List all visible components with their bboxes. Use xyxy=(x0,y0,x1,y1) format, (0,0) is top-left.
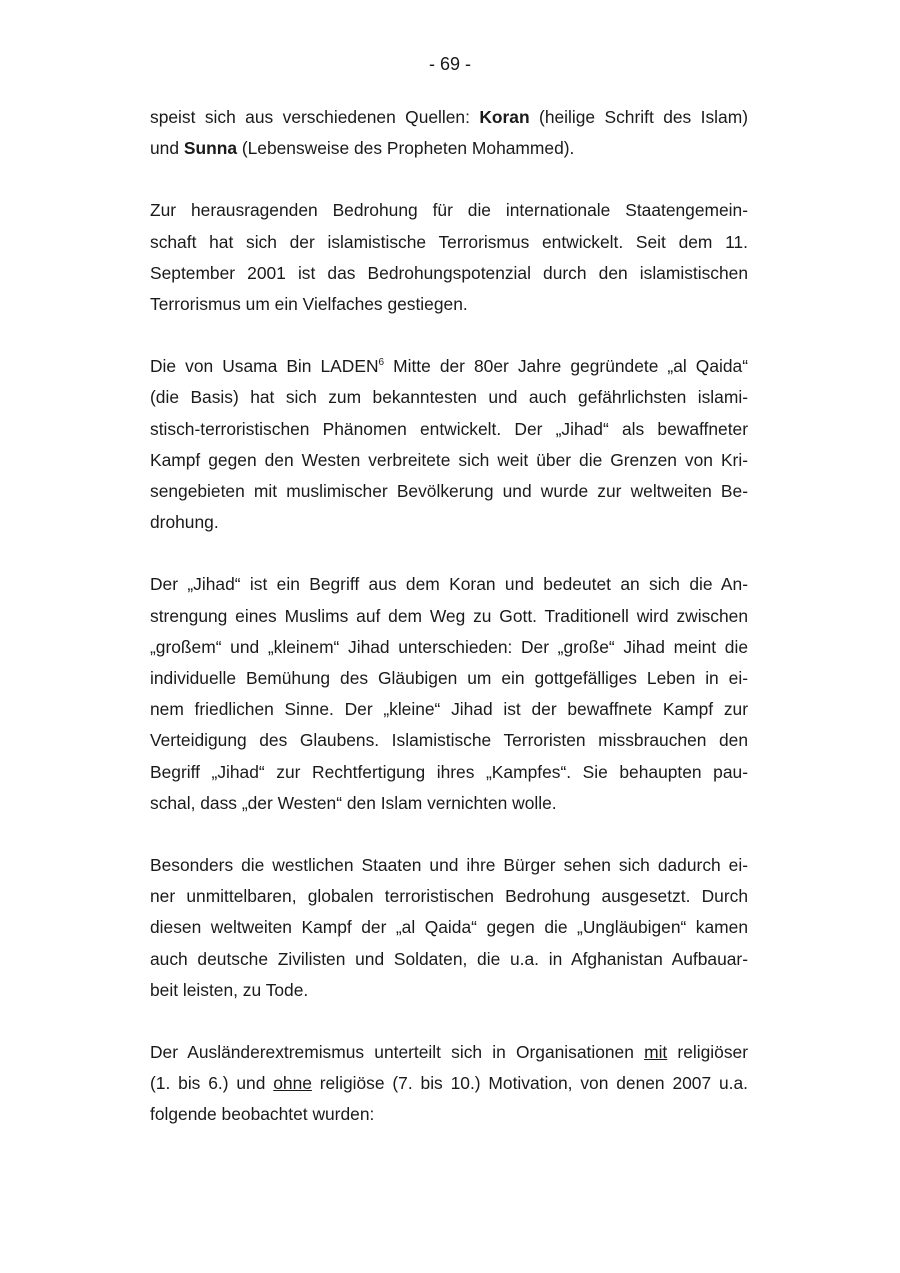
paragraph-terrorism-threat xyxy=(150,195,748,320)
text-line: „großem“ und „kleinem“ Jihad unterschieden: Der „große“ Jihad meint die xyxy=(150,636,748,657)
footnote-reference[interactable]: 6 xyxy=(378,357,385,369)
text-line: speist sich aus verschiedenen Quellen: Koran (heilige Schrift des Islam) xyxy=(150,107,748,127)
text-line: drohung. xyxy=(150,512,219,533)
text-line: diesen weltweiten Kampf der „al Qaida“ gegen die „Ungläubigen“ kamen xyxy=(150,917,748,938)
bold-term-sunna: Sunna xyxy=(183,138,237,159)
underlined-term-mit: mit xyxy=(644,1042,668,1063)
text-line: Der „Jihad“ ist ein Begriff aus dem Koran und bedeutet an sich die An- xyxy=(150,574,748,595)
paragraph-western-threat xyxy=(150,850,748,1006)
text-line: stisch-terroristischen Phänomen entwickelt. Der „Jihad“ als bewaffneter xyxy=(150,418,748,439)
text-line: ner unmittelbaren, globalen terroristischen Bedrohung ausgesetzt. Durch xyxy=(150,886,748,907)
text-line: Zur herausragenden Bedrohung für die internationale Staatengemein- xyxy=(150,200,748,221)
text-line: Verteidigung des Glaubens. Islamistische Terroristen missbrauchen den xyxy=(150,730,748,751)
text-line: schaft hat sich der islamistische Terrorismus entwickelt. Seit dem 11. xyxy=(150,231,748,252)
paragraph-extremism-categories xyxy=(150,1037,748,1131)
text-line: (die Basis) hat sich zum bekanntesten und auch gefährlichsten islami- xyxy=(150,387,748,408)
text-line: September 2001 ist das Bedrohungspotenzial durch den islamistischen xyxy=(150,262,748,283)
text-line: (1. bis 6.) und ohne religiöse (7. bis 10.) Motivation, von denen 2007 u.a. xyxy=(150,1073,748,1094)
bold-term-koran: Koran xyxy=(479,107,530,127)
text-line: Kampf gegen den Westen verbreitete sich weit über die Grenzen von Kri- xyxy=(150,449,748,470)
document-body xyxy=(150,102,748,1162)
text-line: und Sunna (Lebensweise des Propheten Mohammed). xyxy=(150,138,575,159)
text-line: auch deutsche Zivilisten und Soldaten, die u.a. in Afghanistan Aufbauar- xyxy=(150,948,748,969)
underlined-term-ohne: ohne xyxy=(273,1073,312,1094)
text-line: Begriff „Jihad“ zur Rechtfertigung ihres „Kampfes“. Sie behaupten pau- xyxy=(150,761,748,782)
text-line: folgende beobachtet wurden: xyxy=(150,1104,375,1125)
page-number: - 69 - xyxy=(428,54,471,74)
text-line: Terrorismus um ein Vielfaches gestiegen. xyxy=(150,294,468,315)
text-line: nem friedlichen Sinne. Der „kleine“ Jihad ist der bewaffnete Kampf zur xyxy=(150,699,748,720)
text-line: individuelle Bemühung des Gläubigen um ein gottgefälliges Leben in ei- xyxy=(150,668,748,689)
text-line: Die von Usama Bin LADEN$^6$ Mitte der 80er Jahre gegründete „al Qaida“ xyxy=(150,356,748,377)
text-line: beit leisten, zu Tode. xyxy=(150,979,309,1000)
text-line: Besonders die westlichen Staaten und ihre Bürger sehen sich dadurch ei- xyxy=(150,855,748,876)
paragraph-al-qaida xyxy=(150,351,748,538)
text-line: sengebieten mit muslimischer Bevölkerung und wurde zur weltweiten Be- xyxy=(150,481,748,502)
text-line: strengung eines Muslims auf dem Weg zu Gott. Traditionell wird zwischen xyxy=(150,605,748,626)
text-line: schal, dass „der Westen“ den Islam vernichten wolle. xyxy=(150,792,557,813)
paragraph-sources xyxy=(150,102,748,164)
paragraph-jihad-definition xyxy=(150,569,748,819)
text-line: Der Ausländerextremismus unterteilt sich in Organisationen mit religiöser xyxy=(150,1042,748,1063)
